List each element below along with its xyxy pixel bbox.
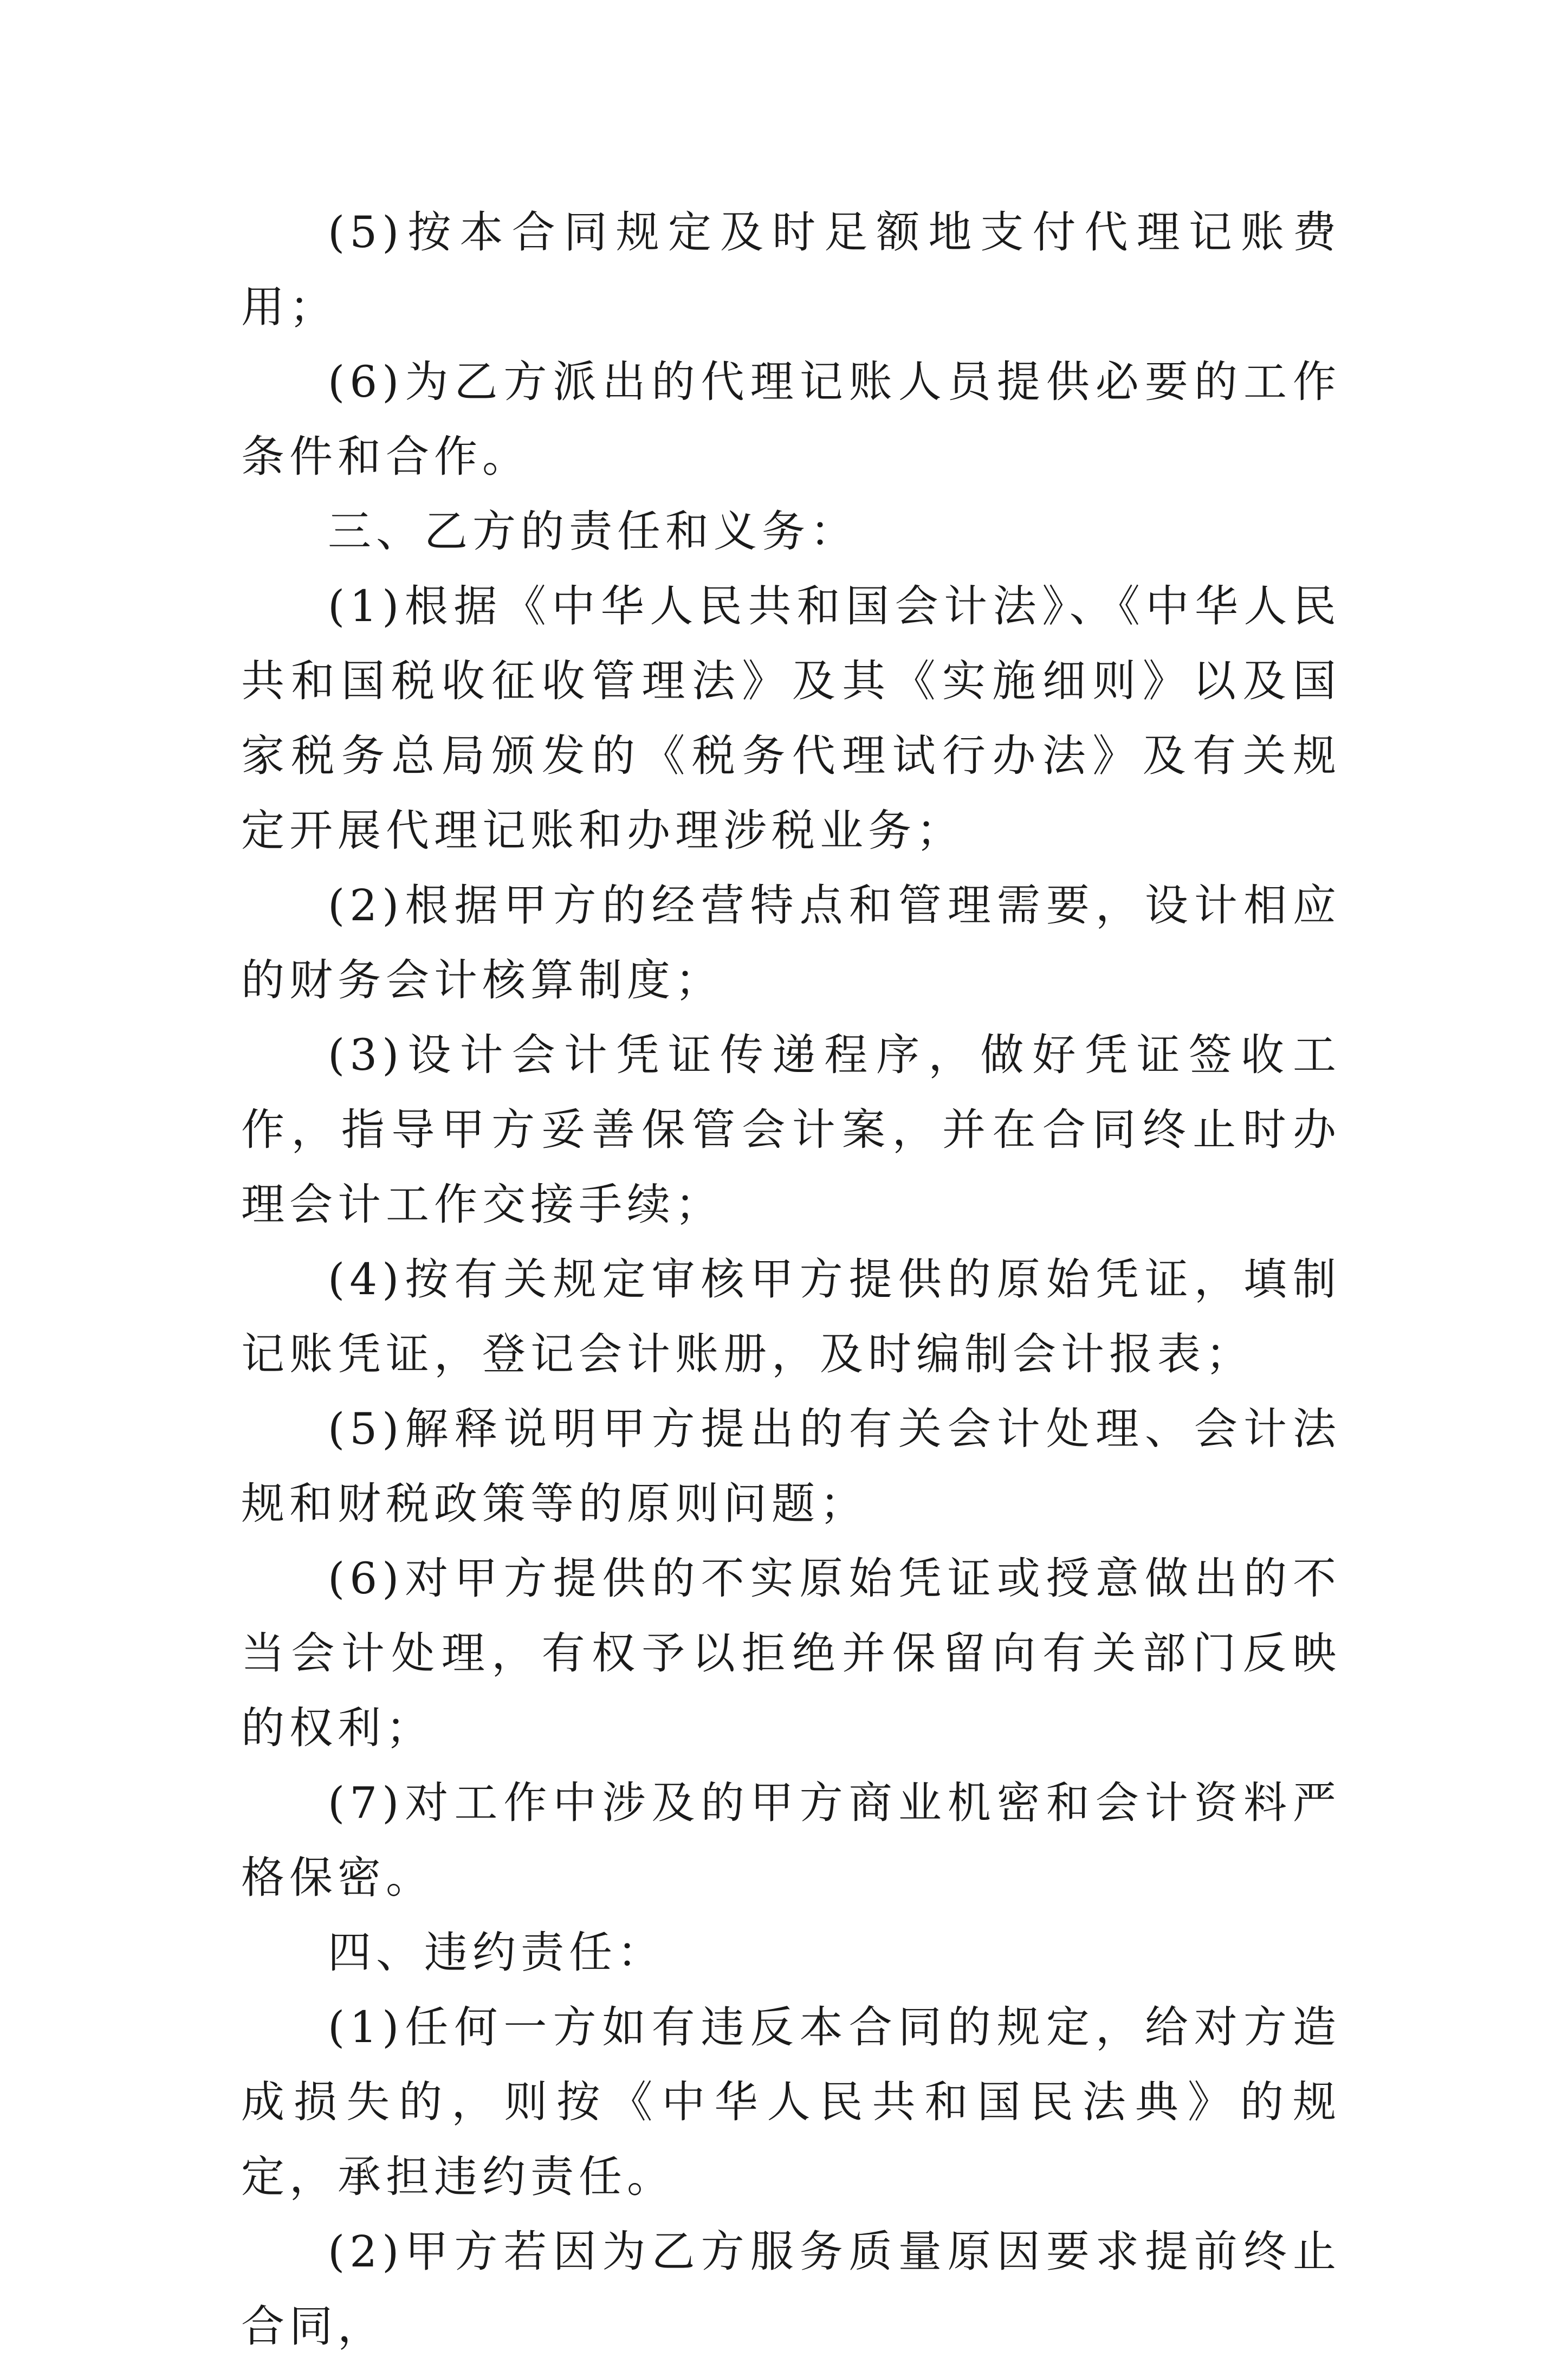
contract-body <box>241 195 1341 2364</box>
clause-party-b-6: (6)对甲方提供的不实原始凭证或授意做出的不当会计处理，有权予以拒绝并保留向有关部门反映的权利； <box>241 1553 1341 1753</box>
clause-party-a-6: (6)为乙方派出的代理记账人员提供必要的工作条件和合作。 <box>241 357 1341 482</box>
clause-party-b-1: (1)根据《中华人民共和国会计法》、《中华人民共和国税收征收管理法》及其《实施细则》以及国家税务总局颁发的《税务代理试行办法》及有关规定开展代理记账和办理涉税业务； <box>241 581 1341 856</box>
clause-party-b-5: (5)解释说明甲方提出的有关会计处理、会计法规和财税政策等的原则问题； <box>241 1404 1341 1529</box>
section-heading-party-b: 三、乙方的责任和义务： <box>328 506 858 557</box>
clause-liability-2: (2)甲方若因为乙方服务质量原因要求提前终止合同， <box>241 2226 1341 2352</box>
clause-party-a-5: (5)按本合同规定及时足额地支付代理记账费用； <box>241 207 1341 332</box>
clause-party-b-2: (2)根据甲方的经营特点和管理需要，设计相应的财务会计核算制度； <box>241 880 1341 1005</box>
clause-party-b-7: (7)对工作中涉及的甲方商业机密和会计资料严格保密。 <box>241 1778 1341 1903</box>
clause-liability-1: (1)任何一方如有违反本合同的规定，给对方造成损失的，则按《中华人民共和国民法典》的规定，承担违约责任。 <box>241 2002 1341 2202</box>
clause-party-b-3: (3)设计会计凭证传递程序，做好凭证签收工作，指导甲方妥善保管会计案，并在合同终止时办理会计工作交接手续； <box>241 1030 1341 1230</box>
section-heading-liability: 四、违约责任： <box>328 1927 665 1978</box>
clause-party-b-4: (4)按有关规定审核甲方提供的原始凭证，填制记账凭证，登记会计账册，及时编制会计报表； <box>241 1254 1341 1379</box>
